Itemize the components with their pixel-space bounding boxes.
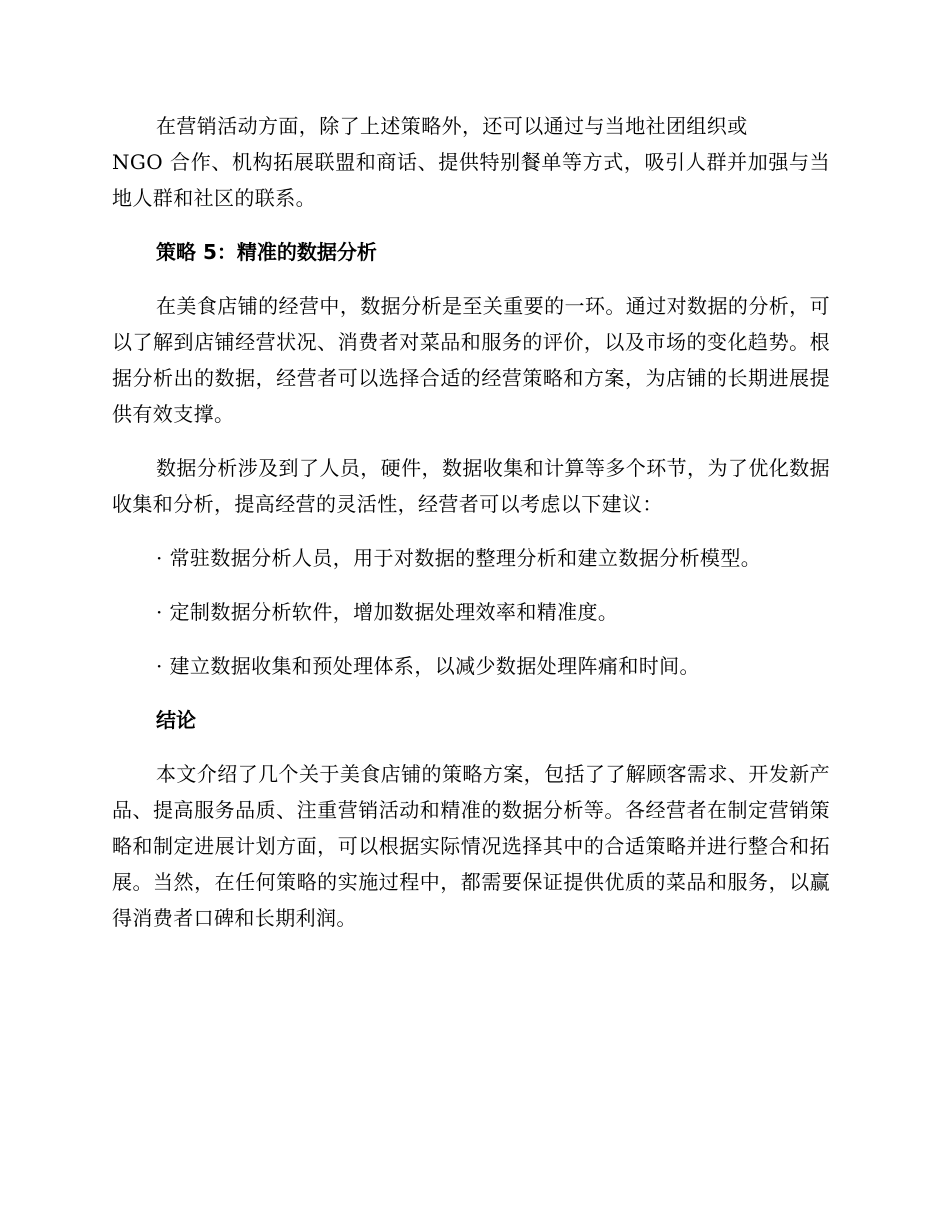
document-page: [112, 108, 830, 936]
paragraph-conclusion: 本文介绍了几个关于美食店铺的策略方案，包括了了解顾客需求、开发新产品、提高服务品质、注重营销活动和精准的数据分析等。各经营者在制定营销策略和制定进展计划方面，可以根据实际情况选择其中的合适策略并进行整合和拓展。当然，在任何策略的实施过程中，都需要保证提供优质的菜品和服务，以赢得消费者口碑和长期利润。: [112, 762, 830, 930]
heading-conclusion: 结论: [156, 708, 196, 732]
paragraph-marketing: 在营销活动方面，除了上述策略外，还可以通过与当地社团组织或 NGO 合作、机构拓展联盟和商话、提供特别餐单等方式，吸引人群并加强与当地人群和社区的联系。: [112, 114, 830, 210]
list-item: · 定制数据分析软件，增加数据处理效率和精准度。: [156, 600, 619, 624]
paragraph-data-analysis: 在美食店铺的经营中，数据分析是至关重要的一环。通过对数据的分析，可以了解到店铺经营状况、消费者对菜品和服务的评价，以及市场的变化趋势。根据分析出的数据，经营者可以选择合适的经营策略和方案，为店铺的长期进展提供有效支撑。: [112, 294, 830, 426]
heading-strategy-5: 策略 5：精准的数据分析: [156, 240, 377, 264]
list-item: · 常驻数据分析人员，用于对数据的整理分析和建立数据分析模型。: [156, 546, 762, 570]
paragraph-data-suggestions: 数据分析涉及到了人员，硬件，数据收集和计算等多个环节，为了优化数据收集和分析，提高经营的灵活性，经营者可以考虑以下建议：: [112, 456, 830, 516]
list-item: · 建立数据收集和预处理体系，以减少数据处理阵痛和时间。: [156, 654, 700, 678]
